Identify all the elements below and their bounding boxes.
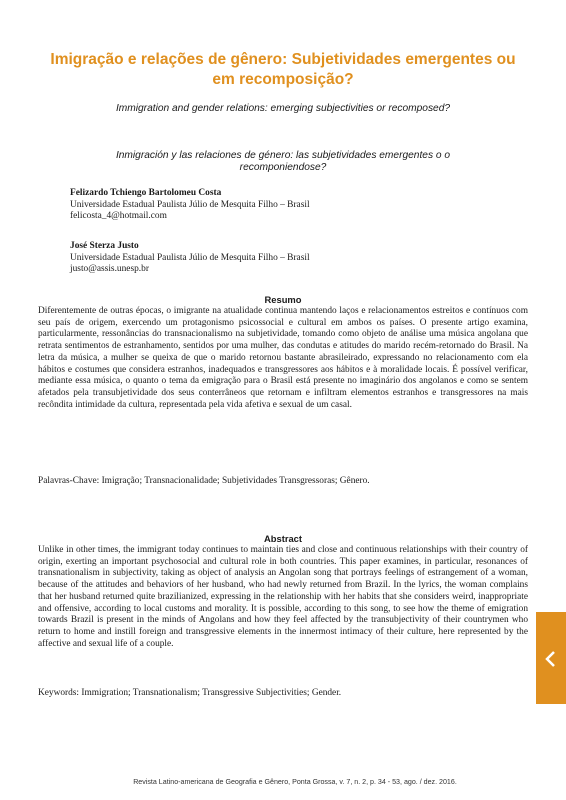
side-nav-tab[interactable] [536,612,566,704]
abstract-text: Unlike in other times, the immigrant today continues to maintain ties and close and continuous relationships with their country of origin, exerting an important psychosocial and cultural role in both countries. This paper examines, in particular, resonances of transnationalism in subjectivity, taking as object of analysis an Angolan song that portrays feelings of estrangement of a woman, because of the attitudes and behaviors of her husband, who had newly returned from Brazil. In the lyrics, the woman complains that her husband returned quite brazilianized, expressing in the relationship with her habits that she considers weird, inappropriate and offensive, according to local customs and morality. It is possible, according to this song, to see how the theme of emigration towards Brazil is present in the minds of Angolans and how they feel affected by the transubjectivity of their countrymen who return to home and instill foreign and transgressive elements in the innermost intimacy of their culture, here represented by the affective and sexual life of a couple. [38,545,528,649]
chevron-left-icon [542,650,560,668]
author-affiliation: Universidade Estadual Paulista Júlio de Mesquita Filho – Brasil [70,199,310,210]
author-email[interactable]: justo@assis.unesp.br [70,264,149,274]
keywords: Keywords: Immigration; Transnationalism; Transgressive Subjectivities; Gender. [38,688,342,698]
journal-footer: Revista Latino-americana de Geografia e Gênero, Ponta Grossa, v. 7, n. 2, p. 34 - 53, ago. / dez. 2016. [133,778,457,786]
palavras-chave: Palavras-Chave: Imigração; Transnacionalidade; Subjetividades Transgressoras; Gênero. [38,476,370,486]
author-name: José Sterza Justo [70,241,139,251]
resumo-heading: Resumo [264,294,302,305]
author-block [70,241,500,276]
resumo-text: Diferentemente de outras épocas, o imigrante na atualidade continua mantendo laços e relacionamentos estreitos e contínuos com seu país de origem, exercendo um protagonismo psicossocial e cultural em ambos os países. O presente artigo examina, particularmente, ressonâncias do transnacionalismo na subjetividade, tomando como objeto de análise uma música angolana que retrata sentimentos de estranhamento, sentidos por uma mulher, das condutas e atitudes do marido recém-retornado do Brasil. Na letra da música, a mulher se queixa de que o marido retornou bastante abrasileirado, expressando no relacionamento com ela hábitos e costumes que considera estranhos, inadequados e transgressores aos hábitos e à moralidade locais. É possível verificar, mediante essa música, o quanto o tema da emigração para o Brasil está presente no imaginário dos angolanos e como se sentem afetados pela transubjetividade dos seus conterrâneos que retornam e infiltram elementos estranhos e transgressores na mais recôndita intimidade da cultura, representada pela vida afetiva e sexual de um casal. [38,306,528,410]
author-block [70,188,500,223]
author-email[interactable]: felicosta_4@hotmail.com [70,211,167,221]
author-name: Felizardo Tchiengo Bartolomeu Costa [70,188,222,198]
subtitle-spanish: Inmigración y las relaciones de género: las subjetividades emergentes o o recomponiendose? [115,150,451,173]
article-title: Imigração e relações de gênero: Subjetividades emergentes ou em recomposição? [50,51,516,88]
abstract-heading: Abstract [263,533,303,544]
author-affiliation: Universidade Estadual Paulista Júlio de Mesquita Filho – Brasil [70,252,310,263]
subtitle-english: Immigration and gender relations: emerging subjectivities or recomposed? [115,103,451,114]
